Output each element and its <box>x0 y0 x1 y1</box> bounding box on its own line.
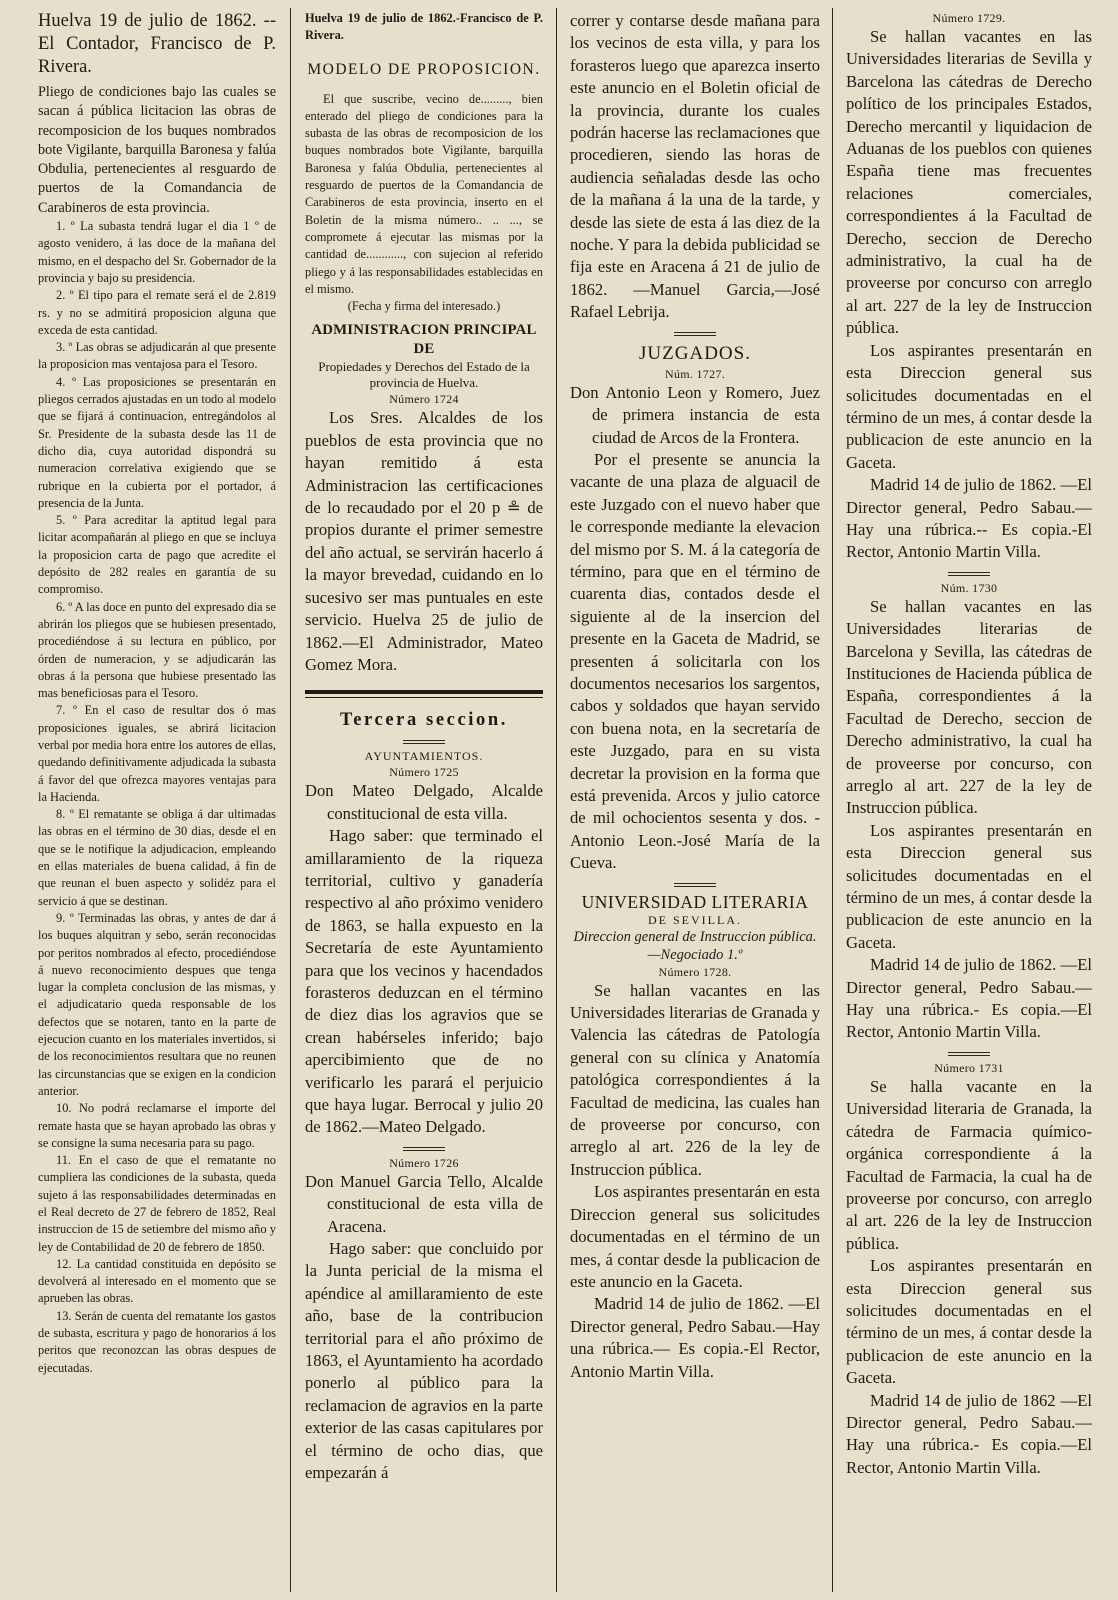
conditions-list <box>38 218 276 1377</box>
text-1730-b: Los aspirantes presentarán en esta Direccion general sus solicitudes documentadas en el término de un mes, á contar desde la publicacion de este anuncio en la Gaceta. <box>846 820 1092 952</box>
sign-1729: Madrid 14 de julio de 1862. —El Director general, Pedro Sabau.—Hay una rúbrica.-- Es copia.-El Rector, Antonio Martin Villa. <box>846 475 1092 562</box>
column-2 <box>305 10 543 1592</box>
garcia-head: Don Manuel Garcia Tello, Alcalde constitucional de esta villa de Aracena. <box>305 1171 543 1236</box>
garcia-continued: correr y contarse desde mañana para los vecinos de esta villa, y para los forasteros luego que aparezca inserto este anuncio en el Boletin oficial de la provincia, durante los cuales podrán hacerse las reclamaciones que procedieren, siendo las horas de audiencia señaladas desde las ocho de la mañana á la una de la tarde, y desde las siete de esta á las diez de la noche. Y para la debida publicidad se fija este en Aracena á 21 de julio de 1862. —Manuel Garcia,—José Rafael Lebrija. <box>570 11 820 322</box>
column-rule <box>832 8 833 1592</box>
number-1730: Núm. 1730 <box>940 580 998 595</box>
column-3 <box>570 10 820 1592</box>
top-signature: Huelva 19 de julio de 1862.-Francisco de P. Rivera. <box>305 11 543 43</box>
ornament-rule <box>403 740 445 744</box>
modelo-title: MODELO DE PROPOSICION. <box>307 60 541 78</box>
ornament-rule <box>948 572 990 576</box>
sign-1731: Madrid 14 de julio de 1862 —El Director general, Pedro Sabau.—Hay una rúbrica.- Es copia.—El Rector, Antonio Martin Villa. <box>846 1390 1092 1477</box>
universidad-text-2: Los aspirantes presentarán en esta Direccion general sus solicitudes documentadas en el término de un mes, á contar desde la publicacion de este anuncio en la Gaceta. <box>570 1182 820 1291</box>
section-title: Tercera seccion. <box>340 710 508 731</box>
admin-title: ADMINISTRACION PRINCIPAL DE <box>311 322 537 358</box>
condition-item: 8. º El rematante se obliga á dar ultimadas las obras en el término de 30 dias, desde el en que se le notifique la adjudicacion, empleando en ellas materiales de buena calidad, á fin de que reunan el buen aspecto y solidéz para el servicio á que se destinan. <box>38 807 276 908</box>
garcia-text: Hago saber: que concluido por la Junta pericial de la misma el apéndice al amillaramiento de este año, base de la contribucion territorial para el año próximo de 1863, el Ayuntamiento ha acordado ponerlo al público para la reclamacion de agravios en la parte exterior de las casas capitulares por el término de ocho dias, que empezarán á <box>305 1239 543 1483</box>
ayunt-number: Número 1725 <box>389 765 459 780</box>
universidad-number: Número 1728. <box>658 964 732 979</box>
condition-item: 1. º La subasta tendrá lugar el dia 1 º de agosto venidero, á las doce de la mañana del mismo, en el despacho del Sr. Gobernador de la provincia y bajo su presidencia. <box>38 219 276 285</box>
column-4 <box>846 10 1092 1592</box>
ornament-rule <box>674 332 716 336</box>
text-1729: Se hallan vacantes en las Universidades literarias de Sevilla y Barcelona las cátedras de Derecho político de los principales Estados, Derecho mercantil y liquidacion de Aduanas de los pueblos con quienes España tiene mas frecuentes relaciones comerciales, correspondientes á la Facultad de Derecho, seccion de Derecho administrativo, la cual ha de proveerse por concurso con arreglo al art. 227 de la ley de Instruccion pública. <box>846 27 1092 338</box>
section-divider <box>305 690 543 698</box>
ayunt-title: AYUNTAMIENTOS. <box>364 749 484 764</box>
condition-item: 13. Serán de cuenta del rematante los gastos de subasta, escritura y pago de honorarios á los peritos que reconozcan las obras despues de ejecutadas. <box>38 1308 276 1375</box>
juzgados-head: Don Antonio Leon y Romero, Juez de primera instancia de esta ciudad de Arcos de la Frontera. <box>570 382 820 447</box>
number-1729: Número 1729. <box>932 11 1006 25</box>
condition-item: 7. º En el caso de resultar dos ó mas proposiciones iguales, se abrirá licitacion verbal por media hora entre los autores de ellas, quedando definitivamente adjudicada la subasta á favor del que ofrezca mayores ventajas para la Hacienda. <box>38 703 276 804</box>
text-1731: Se halla vacante en la Universidad literaria de Granada, la cátedra de Farmacia químico-orgánica correspondiente á la Facultad de Farmacia, la cual ha de proveerse por concurso, con arreglo al art. 226 de la ley de Instruccion pública. <box>846 1076 1092 1253</box>
ornament-rule <box>674 883 716 887</box>
text-1729-b: Los aspirantes presentarán en esta Direccion general sus solicitudes documentadas en el término de un mes, á contar desde la publicacion de este anuncio en la Gaceta. <box>846 340 1092 472</box>
direccion-general: Direccion general de Instruccion pública.—Negociado 1.º <box>573 928 817 963</box>
juzgados-title: JUZGADOS. <box>639 342 751 364</box>
text-1730: Se hallan vacantes en las Universidades literarias de Barcelona y Sevilla, las cátedras de Instituciones de Hacienda pública de España, correspondientes á la Facultad de Derecho, seccion de Derecho administrativo, la cual ha de proveerse por concurso, con arreglo al art. 227 de la ley de Instruccion pública. <box>846 596 1092 818</box>
admin-text: Los Sres. Alcaldes de los pueblos de esta provincia que no hayan remitido á esta Administracion las certificaciones de lo recaudado por el 20 p ≗ de propios durante el primer semestre del año actual, se servirán hacerlo á la mayor brevedad, cuidando en lo sucesivo ser mas puntuales en este servicio. Huelva 25 de julio de 1862.—El Administrador, Mateo Gomez Mora. <box>305 408 543 674</box>
condition-item: 2. º El tipo para el remate será el de 2.819 rs. y no se admitirá proposicion alguna que exceda de esta cantidad. <box>38 288 276 337</box>
modelo-sign: (Fecha y firma del interesado.) <box>347 299 501 314</box>
ayunt-text: Hago saber: que terminado el amillaramiento de la riqueza territorial, cultivo y ganadería respectivo al año próximo venidero de 1863, se halla expuesto en la Secretaría de este Ayuntamiento para que los vecinos y hacendados forasteros deduzcan en el término de diez dias los agravios que se crean habérseles inferido; bajo apercibimiento que de no verificarlo les parará el perjuicio que haya lugar. Berrocal y julio 20 de 1862.—Mateo Delgado. <box>305 826 543 1137</box>
universidad-text: Se hallan vacantes en las Universidades literarias de Granada y Valencia las cátedras de Patología general con su clínica y Anatomía patológica correspondientes á la Facultad de medicina, las cuales han de proveerse por concurso, con arreglo al art. 226 de la ley de Instruccion pública. <box>570 980 820 1179</box>
universidad-sign: Madrid 14 de julio de 1862. —El Director general, Pedro Sabau.—Hay una rúbrica.— Es copia.-El Rector, Antonio Martin Villa. <box>570 1294 820 1381</box>
admin-number: Número 1724 <box>389 392 459 407</box>
column-1 <box>38 10 276 1592</box>
condition-item: 5. º Para acreditar la aptitud legal para licitar acompañarán al pliego en que se incluya la proposicion carta de pago que acredite el depósito de 282 reales en garantía de su compromiso. <box>38 513 276 597</box>
admin-subtitle: Propiedades y Derechos del Estado de la provincia de Huelva. <box>318 359 530 391</box>
modelo-text: El que suscribe, vecino de........., bien enterado del pliego de condiciones para la subasta de las obras de recomposicion de los buques nombrados bote Vigilante, barquilla Baronesa y falúa Obdulia, pertenecientes al resguardo de puertos de la Comandancia de Carabineros de esta provincia, inserto en el Boletin de la misma número.. .. ..., se compromete á ejecutar las mismas por la cantidad de............, con sujecion al referido pliego y á las responsabilidades establecidas en el mismo. <box>305 91 543 296</box>
juzgados-number: Núm. 1727. <box>665 366 725 381</box>
sign-1730: Madrid 14 de julio de 1862. —El Director general, Pedro Sabau.—Hay una rúbrica.- Es copia.—El Rector, Antonio Martin Villa. <box>846 955 1092 1042</box>
pliego-intro: Pliego de condiciones bajo las cuales se sacan á pública licitacion las obras de recomposicion de los buques nombrados bote Vigilante, barquilla Baronesa y falúa Obdulia, pertenecientes al resguardo de puertos de la Comandancia de Carabineros de esta provincia. <box>38 84 276 216</box>
headline-signature: Huelva 19 de julio de 1862. --El Contador, Francisco de P. Rivera. <box>38 11 276 77</box>
condition-item: 3. º Las obras se adjudicarán al que presente la proposicion mas ventajosa para el Tesoro. <box>38 340 276 372</box>
condition-item: 12. La cantidad constituida en depósito se devolverá al interesado en el momento que se aprueben las obras. <box>38 1256 276 1306</box>
condition-item: 6. º A las doce en punto del expresado dia se abrirán los pliegos que se hubiesen presentado, procediéndose á su lectura en público, por órden de numeracion, y se adjudicarán las obras á la persona que hubiese presentado las mas beneficiosas para el Tesoro. <box>38 599 276 701</box>
condition-item: 10. No podrá reclamarse el importe del remate hasta que se hayan aprobado las obras y se consigne la suma necesaria para su pago. <box>38 1101 276 1150</box>
text-1731-b: Los aspirantes presentarán en esta Direccion general sus solicitudes documentadas en el término de un mes, á contar desde la publicacion de este anuncio en la Gaceta. <box>846 1256 1092 1388</box>
column-rule <box>290 8 291 1592</box>
juzgados-text: Por el presente se anuncia la vacante de una plaza de alguacil de este Juzgado con el nuevo haber que le corresponde mediante la elevacion del mismo por S. M. á la categoría de término, para que en el término de cuarenta dias, contados desde el siguiente al de la insercion del presente en la Gaceta de Madrid, se presenten á solicitarla con los documentos necesarios los sargentos, cabos y soldados que hayan servido con buena nota, en la secretaría de este Juzgado, para en su vista decretar la provision en la forma que está prevenida. Arcos y julio catorce de mil ochocientos sesenta y dos. -Antonio Leon.-José María de la Cueva. <box>570 449 820 873</box>
condition-item: 11. En el caso de que el rematante no cumpliera las condiciones de la subasta, queda sujeto á las responsabilidades determinadas en el Real decreto de 27 de febrero de 1852, Real instruccion de 15 de setiembre del mismo año y ley de Contabilidad de 20 de febrero de 1850. <box>38 1153 276 1254</box>
ornament-rule <box>403 1147 445 1151</box>
ayunt-head: Don Mateo Delgado, Alcalde constitucional de esta villa. <box>305 781 543 823</box>
number-1731: Número 1731 <box>934 1060 1004 1075</box>
number-1726: Número 1726 <box>389 1155 459 1170</box>
universidad-subtitle: DE SEVILLA. <box>648 912 742 927</box>
condition-item: 9. º Terminadas las obras, y antes de dar á los buques alquitran y sebo, serán reconocidas por peritos nombrados al efecto, procediéndose á nuevo reconocimiento despues que tenga lugar la completa conclusion de las mismas, y el adjudicatario queda responsable de los defectos que se notaren, tanto en la parte de ejecucion cuanto en los materiales invertidos, si de los reconocimientos resultara que no reunen las circunstancias que se exigen en la condicion anterior. <box>38 910 276 1098</box>
column-rule <box>556 8 557 1592</box>
condition-item: 4. º Las proposiciones se presentarán en pliegos cerrados ajustadas en un todo al modelo que se fijará á continuacion, entregándolos al Sr. Presidente de la subasta desde las 11 de dicho dia, cuya autoridad dispondrá su numeracion correlativa exigiendo que se rubrique en la cubierta por el portador, á presencia de la Junta. <box>38 374 276 510</box>
universidad-title: UNIVERSIDAD LITERARIA <box>581 891 809 912</box>
ornament-rule <box>948 1052 990 1056</box>
